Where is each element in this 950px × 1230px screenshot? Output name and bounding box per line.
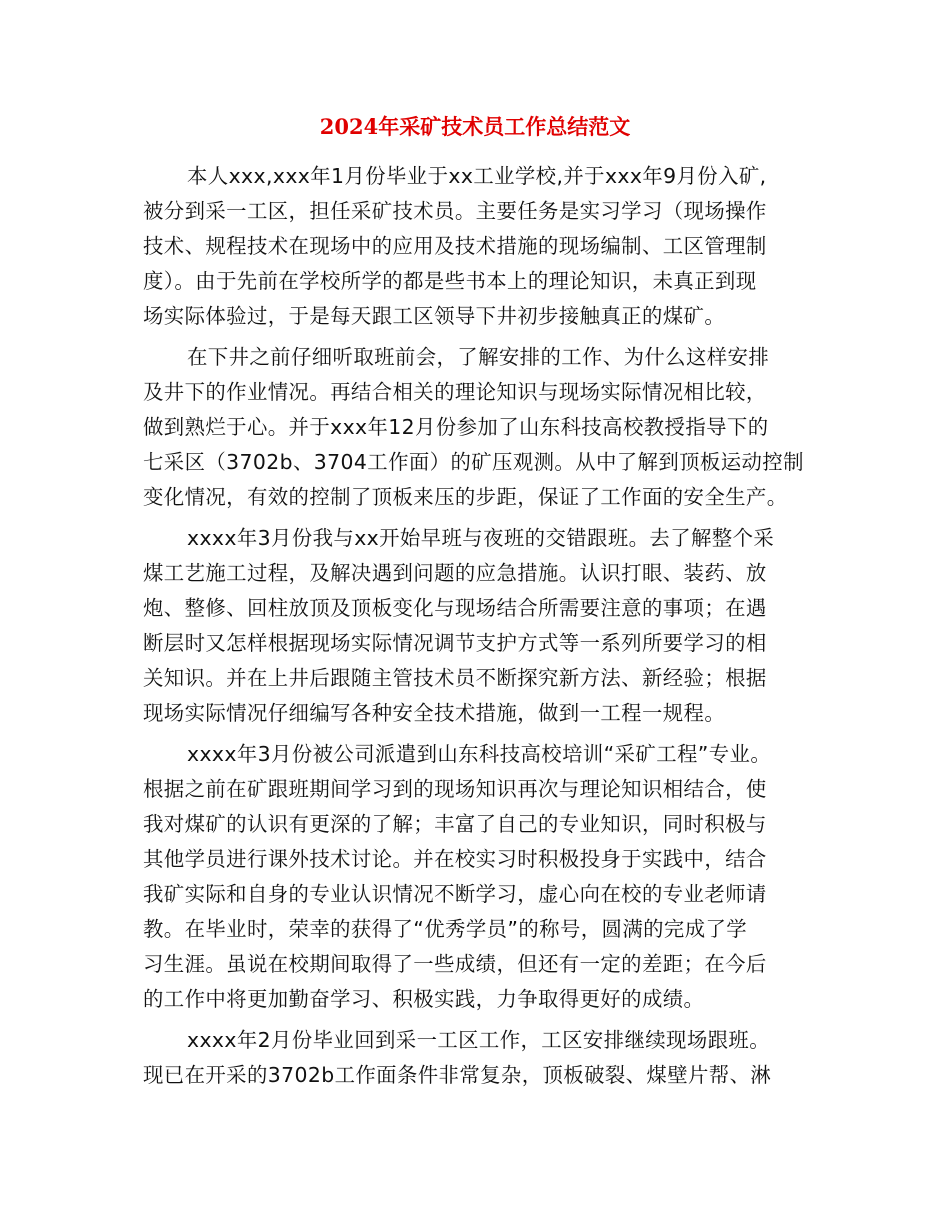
- text-line: 被分到采一工区，担任采矿技术员。主要任务是实习学习（现场操作: [143, 199, 767, 223]
- text-line: 其他学员进行课外技术讨论。并在校实习时积极投身于实践中，结合: [143, 847, 767, 871]
- text-line: 煤工艺施工过程，及解决遇到问题的应急措施。认识打眼、装药、放: [143, 561, 767, 585]
- text-line: 我对煤矿的认识有更深的了解；丰富了自己的专业知识，同时积极与: [143, 812, 767, 836]
- text-line: 在下井之前仔细听取班前会，了解安排的工作、为什么这样安排: [187, 345, 770, 369]
- text-line: 炮、整修、回柱放顶及顶板变化与现场结合所需要注意的事项；在遇: [143, 596, 767, 620]
- text-line: 现场实际情况仔细编写各种安全技术措施，做到一工程一规程。: [143, 701, 726, 725]
- text-line: 教。在毕业时，荣幸的获得了“优秀学员”的称号，圆满的完成了学: [143, 917, 748, 941]
- text-line: xxxx年3月份我与xx开始早班与夜班的交错跟班。去了解整个采: [187, 526, 775, 550]
- text-line: 习生涯。虽说在校期间取得了一些成绩，但还有一定的差距；在今后: [143, 952, 767, 976]
- text-line: 变化情况，有效的控制了顶板来压的步距，保证了工作面的安全生产。: [143, 485, 788, 509]
- text-line: 及井下的作业情况。再结合相关的理论知识与现场实际情况相比较，: [143, 380, 767, 404]
- text-line: 度）。由于先前在学校所学的都是些书本上的理论知识，未真正到现: [143, 269, 757, 293]
- text-line: 七采区（3702b、3704工作面）的矿压观测。从中了解到顶板运动控制: [143, 450, 804, 474]
- text-line: 根据之前在矿跟班期间学习到的现场知识再次与理论知识相结合，使: [143, 777, 767, 801]
- text-line: 断层时又怎样根据现场实际情况调节支护方式等一系列所要学习的相: [143, 631, 767, 655]
- text-line: 做到熟烂于心。并于xxx年12月份参加了山东科技高校教授指导下的: [143, 415, 769, 439]
- document-title: 2024年采矿技术员工作总结范文: [319, 114, 631, 139]
- text-line: 我矿实际和自身的专业认识情况不断学习，虚心向在校的专业老师请: [143, 882, 767, 906]
- text-line: xxxx年3月份被公司派遣到山东科技高校培训“采矿工程”专业。: [187, 742, 772, 766]
- text-line: xxxx年2月份毕业回到采一工区工作，工区安排继续现场跟班。: [187, 1028, 771, 1052]
- text-line: 现已在开采的3702b工作面条件非常复杂，顶板破裂、煤壁片帮、淋: [143, 1063, 772, 1087]
- text-line: 的工作中将更加勤奋学习、积极实践，力争取得更好的成绩。: [143, 987, 705, 1011]
- text-line: 技术、规程技术在现场中的应用及技术措施的现场编制、工区管理制: [143, 234, 767, 258]
- text-line: 本人xxx,xxx年1月份毕业于xx工业学校,并于xxx年9月份入矿,: [187, 164, 767, 188]
- text-line: 场实际体验过，于是每天跟工区领导下井初步接触真正的煤矿。: [143, 304, 726, 328]
- text-line: 关知识。并在上井后跟随主管技术员不断探究新方法、新经验；根据: [143, 666, 767, 690]
